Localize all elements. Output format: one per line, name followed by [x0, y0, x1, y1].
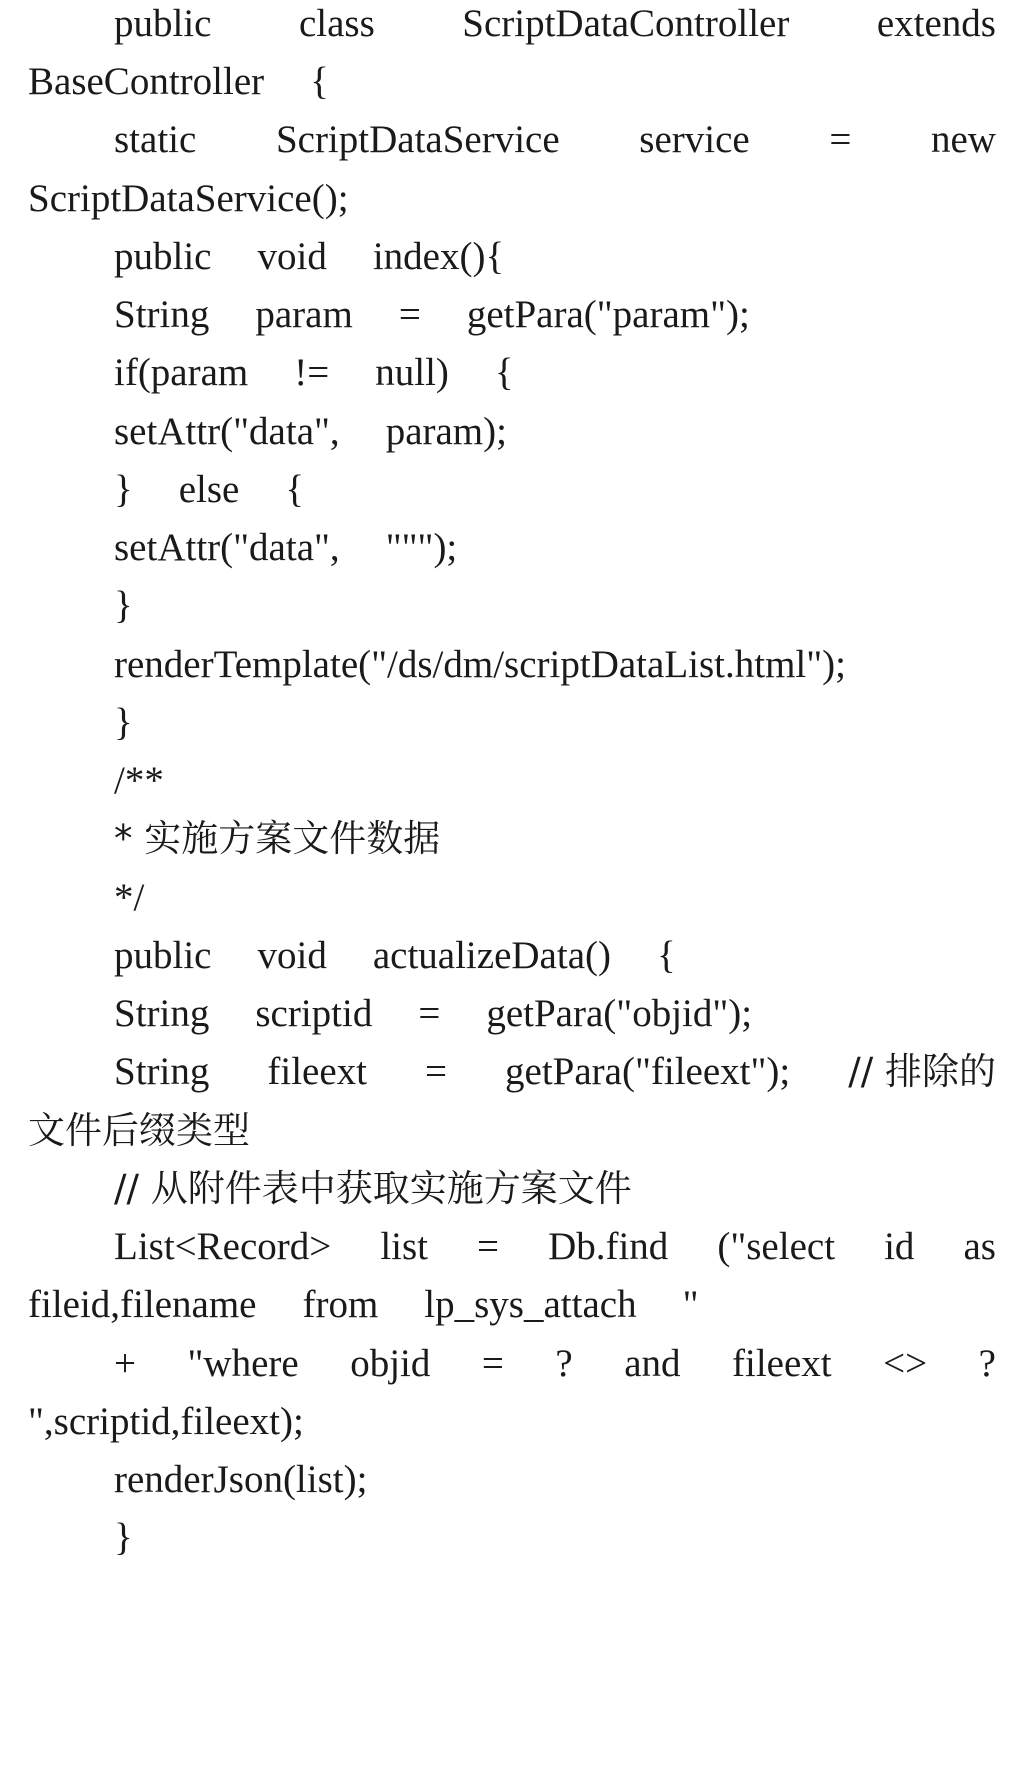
code-line	[28, 1509, 996, 1567]
code-token: {	[494, 351, 514, 394]
code-token: if(param	[114, 351, 249, 394]
code-line	[28, 810, 996, 868]
code-token: scriptid	[255, 992, 373, 1035]
code-line	[28, 927, 996, 985]
code-token: setAttr("data",	[114, 526, 340, 569]
code-token: /**	[114, 759, 164, 802]
code-line	[28, 344, 996, 402]
code-token: actualizeData()	[372, 934, 611, 977]
code-line	[28, 869, 996, 927]
code-token: =	[398, 293, 421, 336]
code-token: renderTemplate("/ds/dm/scriptDataList.html");	[114, 643, 846, 686]
code-token: param	[255, 293, 353, 336]
code-token: */	[114, 876, 145, 919]
code-line	[28, 1160, 996, 1218]
code-token: List<Record>	[114, 1225, 332, 1268]
code-token: fileext	[732, 1342, 832, 1385]
code-token: as	[963, 1225, 996, 1268]
code-token: extends	[876, 2, 996, 45]
code-token: Db.find	[548, 1225, 669, 1268]
code-token: index(){	[372, 235, 505, 278]
code-token: ScriptDataService();	[28, 177, 349, 220]
code-token: new	[930, 118, 996, 161]
code-token: param);	[385, 410, 507, 453]
code-token: renderJson(list);	[114, 1458, 368, 1501]
code-token: }	[114, 701, 133, 744]
code-token: {	[656, 934, 676, 977]
code-token: static	[114, 118, 197, 161]
code-token: """);	[385, 526, 458, 569]
code-line	[28, 0, 996, 53]
code-token: "where	[187, 1342, 299, 1385]
code-line	[28, 1102, 996, 1160]
code-token: public	[114, 2, 212, 45]
code-token: getPara("fileext");	[505, 1050, 791, 1093]
code-line	[28, 228, 996, 286]
code-line	[28, 286, 996, 344]
code-token: =	[477, 1225, 500, 1268]
code-token: }	[114, 468, 133, 511]
code-token: public	[114, 934, 212, 977]
code-token: ("select	[717, 1225, 836, 1268]
code-line	[28, 53, 996, 111]
code-token: {	[310, 60, 329, 103]
code-token: {	[285, 468, 305, 511]
code-line	[28, 694, 996, 752]
code-line	[28, 1218, 996, 1276]
code-token: objid	[350, 1342, 431, 1385]
code-line	[28, 636, 996, 694]
code-token: service	[639, 118, 750, 161]
code-token: getPara("param");	[466, 293, 750, 336]
code-token: id	[884, 1225, 915, 1268]
code-token: =	[829, 118, 852, 161]
code-line	[28, 1335, 996, 1393]
code-token: fileext	[267, 1050, 367, 1093]
code-token: getPara("objid");	[486, 992, 753, 1035]
code-token: =	[418, 992, 441, 1035]
code-line	[28, 111, 996, 169]
code-token: <>	[883, 1342, 928, 1385]
code-token: ScriptDataService	[275, 118, 560, 161]
code-token: BaseController	[28, 60, 265, 103]
code-token: 文件后缀类型	[28, 1109, 250, 1152]
code-token: String	[114, 293, 210, 336]
code-line	[28, 1451, 996, 1509]
code-token: list	[380, 1225, 428, 1268]
code-line	[28, 519, 996, 577]
code-token: void	[257, 934, 327, 977]
code-line	[28, 577, 996, 635]
code-line	[28, 403, 996, 461]
code-token: * 实施方案文件数据	[114, 817, 441, 860]
code-token: public	[114, 235, 212, 278]
code-line	[28, 752, 996, 810]
code-token: +	[114, 1342, 136, 1385]
code-token: lp_sys_attach	[424, 1283, 637, 1326]
code-token: else	[178, 468, 240, 511]
code-token: // 从附件表中获取实施方案文件	[114, 1167, 632, 1210]
code-token: ?	[978, 1342, 996, 1385]
code-token: }	[114, 1516, 133, 1559]
code-line	[28, 461, 996, 519]
code-token: fileid,filename	[28, 1283, 257, 1326]
code-token: void	[257, 235, 327, 278]
code-line	[28, 1276, 996, 1334]
code-token: from	[302, 1283, 379, 1326]
code-line	[28, 170, 996, 228]
code-line	[28, 1393, 996, 1451]
code-token: "	[682, 1283, 699, 1326]
code-token: =	[481, 1342, 504, 1385]
code-line	[28, 985, 996, 1043]
code-token: }	[114, 584, 133, 627]
code-token: String	[114, 992, 210, 1035]
code-token: String	[114, 1050, 210, 1093]
code-token: and	[624, 1342, 681, 1385]
code-token: ScriptDataController	[462, 2, 790, 45]
code-token: class	[298, 2, 375, 45]
code-line	[28, 1043, 996, 1101]
code-token: !=	[294, 351, 330, 394]
code-token: ?	[555, 1342, 573, 1385]
code-token: null)	[375, 351, 449, 394]
code-token: =	[425, 1050, 448, 1093]
code-token: ",scriptid,fileext);	[28, 1400, 304, 1443]
code-token: // 排除的	[848, 1050, 996, 1093]
code-token: setAttr("data",	[114, 410, 340, 453]
